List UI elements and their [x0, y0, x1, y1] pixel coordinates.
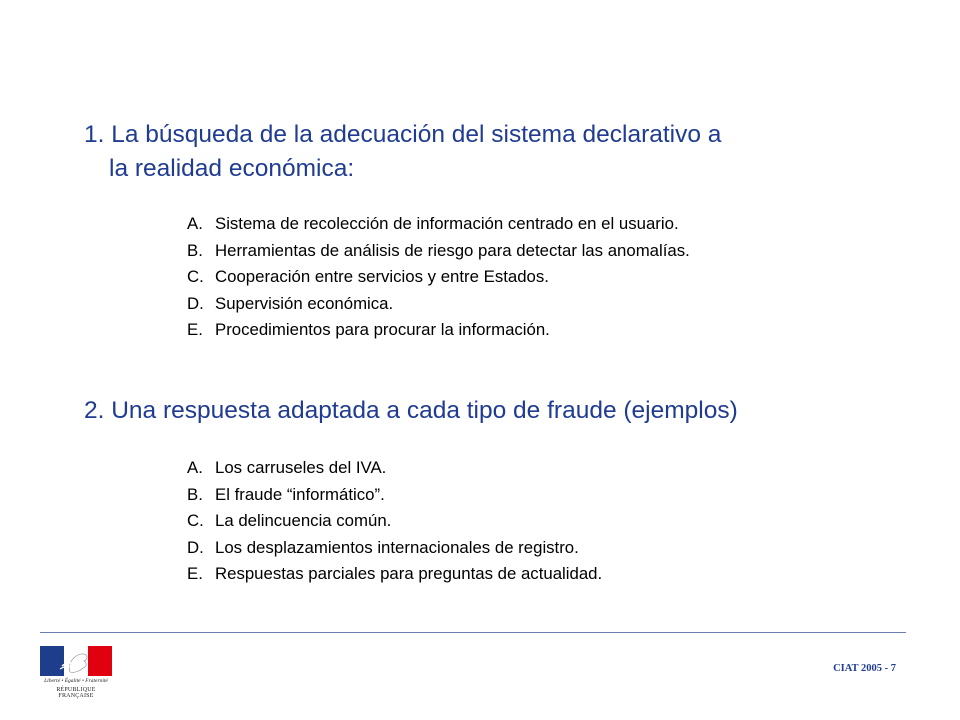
footer-divider	[40, 632, 906, 633]
item-text: Herramientas de análisis de riesgo para detectar las anomalías.	[215, 240, 690, 260]
list-item	[187, 508, 602, 535]
item-letter: B.	[187, 240, 203, 260]
item-letter: A.	[187, 214, 203, 233]
list-item	[187, 211, 690, 238]
slide-reference: CIAT 2005 - 7	[833, 663, 896, 674]
item-letter: D.	[187, 293, 204, 313]
item-text: Sistema de recolección de información centrado en el usuario.	[215, 214, 679, 233]
section-2-list	[187, 455, 602, 588]
item-text: Los carruseles del IVA.	[215, 458, 387, 477]
republique-francaise-logo	[40, 646, 112, 698]
list-item	[187, 561, 602, 588]
item-text: Los desplazamientos internacionales de registro.	[215, 537, 579, 557]
item-letter: C.	[187, 267, 204, 286]
item-letter: C.	[187, 511, 204, 530]
section-1-list	[187, 211, 690, 344]
list-item	[187, 317, 690, 344]
section-1-heading-line2: la realidad económica:	[109, 155, 355, 182]
marianne-flag-icon	[40, 646, 112, 676]
item-letter: B.	[187, 484, 203, 504]
logo-motto: Liberté • Égalité • Fraternité	[44, 678, 108, 684]
item-text: Respuestas parciales para preguntas de actualidad.	[215, 564, 603, 583]
item-letter: E.	[187, 564, 203, 583]
item-text: La delincuencia común.	[215, 511, 392, 530]
list-item	[187, 482, 602, 509]
section-1-heading-line1: 1. La búsqueda de la adecuación del sistema declarativo a	[84, 121, 722, 148]
item-text: Cooperación entre servicios y entre Estados.	[215, 267, 549, 286]
item-text: Supervisión económica.	[215, 293, 394, 313]
item-letter: D.	[187, 537, 204, 557]
section-2-heading: 2. Una respuesta adaptada a cada tipo de fraude (ejemplos)	[84, 397, 738, 424]
section-1-heading	[84, 118, 721, 186]
list-item	[187, 455, 602, 482]
item-letter: A.	[187, 458, 203, 477]
logo-republic-label: RÉPUBLIQUE FRANÇAISE	[56, 687, 96, 699]
item-text: Procedimientos para procurar la información.	[215, 320, 550, 339]
item-text: El fraude “informático”.	[215, 484, 385, 504]
list-item	[187, 535, 602, 562]
list-item	[187, 291, 690, 318]
list-item	[187, 264, 690, 291]
list-item	[187, 238, 690, 265]
item-letter: E.	[187, 320, 203, 339]
